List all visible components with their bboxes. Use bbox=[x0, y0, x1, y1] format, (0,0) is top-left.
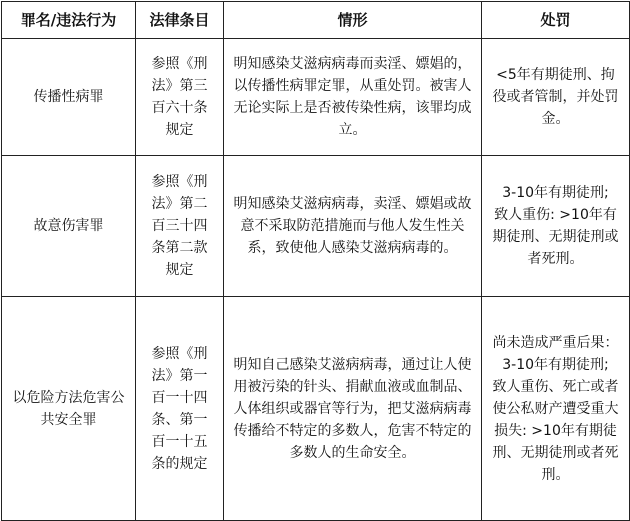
penalty-line: 致人重伤: >10年有期徒刑、无期徒刑或者死刑。 bbox=[492, 207, 619, 267]
crime-cell: 传播性病罪 bbox=[2, 39, 136, 156]
table-row bbox=[2, 297, 630, 521]
penalty-cell bbox=[482, 39, 630, 156]
law-table bbox=[1, 1, 630, 521]
situation-cell: 明知自己感染艾滋病病毒，通过让人使用被污染的针头、捐献血液或血制品、人体组织或器官等行为，把艾滋病病毒传播给不特定的多数人，危害不特定的多数人的生命安全。 bbox=[224, 297, 482, 521]
penalty-line: 尚未造成严重后果：3-10年有期徒刑; bbox=[492, 334, 619, 373]
header-law-article: 法律条目 bbox=[136, 2, 224, 39]
penalty-cell bbox=[482, 156, 630, 297]
header-crime: 罪名/违法行为 bbox=[2, 2, 136, 39]
penalty-cell bbox=[482, 297, 630, 521]
penalty-line: 致人重伤、死亡或者使公私财产遭受重大损失: >10年有期徒刑、无期徒刑或者死刑。 bbox=[492, 378, 619, 483]
table-row bbox=[2, 156, 630, 297]
header-penalty: 处罚 bbox=[482, 2, 630, 39]
law-table-container bbox=[1, 1, 630, 521]
table-row bbox=[2, 39, 630, 156]
crime-cell: 以危险方法危害公共安全罪 bbox=[2, 297, 136, 521]
situation-cell: 明知感染艾滋病病毒，卖淫、嫖娼或故意不采取防范措施而与他人发生性关系，致使他人感染艾滋病病毒的。 bbox=[224, 156, 482, 297]
penalty-line: <5年有期徒刑、拘役或者管制，并处罚金。 bbox=[492, 67, 619, 127]
header-row bbox=[2, 2, 630, 39]
law-article-cell: 参照《刑法》第二百三十四条第二款规定 bbox=[136, 156, 224, 297]
header-situation: 情形 bbox=[224, 2, 482, 39]
law-article-cell: 参照《刑法》第三百六十条规定 bbox=[136, 39, 224, 156]
crime-cell: 故意伤害罪 bbox=[2, 156, 136, 297]
penalty-line: 3-10年有期徒刑; bbox=[502, 185, 609, 201]
law-article-cell: 参照《刑法》第一百一十四条、第一百一十五条的规定 bbox=[136, 297, 224, 521]
situation-cell: 明知感染艾滋病病毒而卖淫、嫖娼的，以传播性病罪定罪，从重处罚。被害人无论实际上是否被传染性病，该罪均成立。 bbox=[224, 39, 482, 156]
